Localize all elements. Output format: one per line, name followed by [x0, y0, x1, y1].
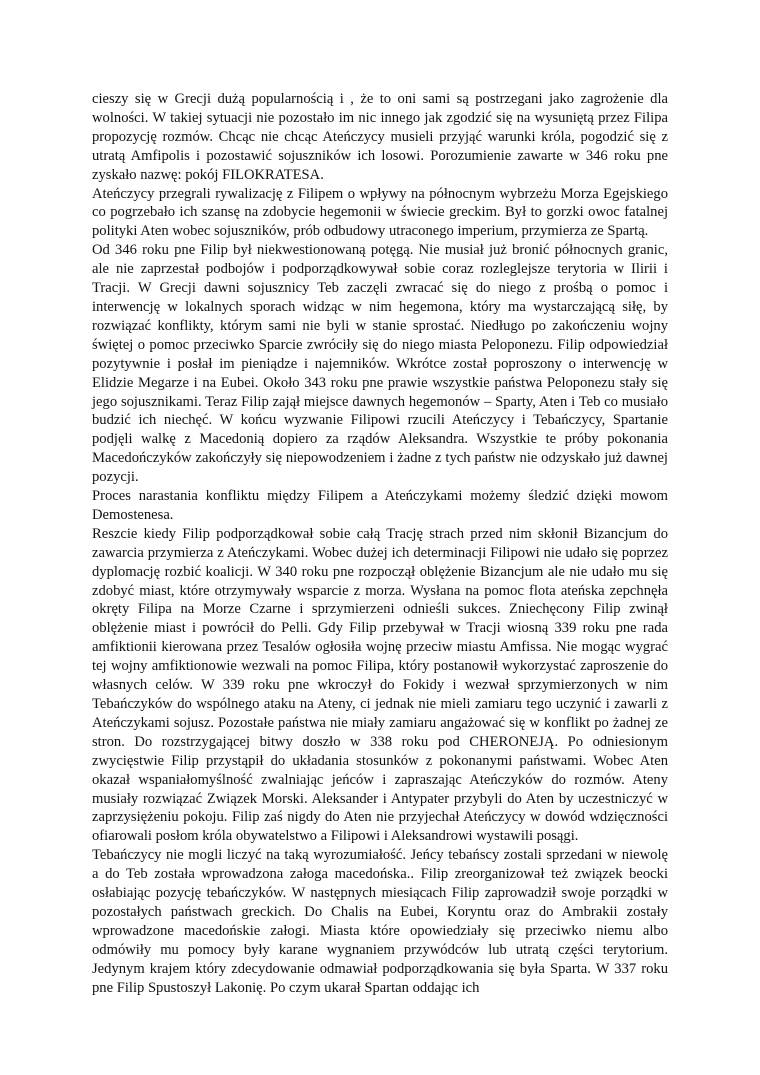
paragraph-philip-hegemony: Od 346 roku pne Filip był niekwestionowaną potęgą. Nie musiał już bronić północnych granic, ale nie zaprzestał podbojów i podporządkowywał sobie coraz rozleglejsze terytoria w Ilirii i Tracji. W Grecji dawni sojusznicy Teb zaczęli zwracać się do niego z prośbą o pomoc i interwencję w lokalnych sporach widząc w nim hegemona, który ma wystarczającą siłę, by rozwiązać konflikty, którym sami nie byli w stanie sprostać. Niedługo po zakończeniu wojny świętej o pomoc przeciwko Sparcie zwróciły się do niego miasta Peloponezu. Filip odpowiedział pozytywnie i posłał im pieniądze i najemników. Wkrótce został poproszony o interwencję w Elidzie Megarze i na Eubei. Około 343 roku pne prawie wszystkie państwa Peloponezu stały się jego sojusznikami. Teraz Filip zajął miejsce dawnych hegemonów – Sparty, Aten i Teb co musiało budzić ich niechęć. W końcu wyzwanie Filipowi rzucili Ateńczycy i Tebańczycy, Spartanie podjęli walkę z Macedonią dopiero za rządów Aleksandra. Wszystkie te próby pokonania Macedończyków zakończyły się niepowodzeniem i żadne z tych państw nie odzyskało już dawnej pozycji. — [92, 242, 668, 486]
paragraph-thebans: Tebańczycy nie mogli liczyć na taką wyrozumiałość. Jeńcy tebańscy zostali sprzedani w niewolę a do Teb została wprowadzona załoga macedońska.. Filip zreorganizował też związek beocki osłabiając pozycję tebańczyków. W następnych miesiącach Filip zaprowadził swoje porządki w pozostałych państwach greckich. Do Chalis na Eubei, Koryntu oraz do Ambrakii zostały wprowadzone macedońskie załogi. Miasta które opowiedziały się przeciwko niemu albo odmówiły mu pomocy były karane wygnaniem przywódców lub utratą części terytorium. Jedynym krajem który zdecydowanie odmawiał podporządkowania się była Sparta. W 337 roku pne Filip Spustoszył Lakonię. Po czym ukarał Spartan oddając ich — [92, 847, 668, 996]
paragraph-athenian-defeat: Ateńczycy przegrali rywalizację z Filipem o wpływy na północnym wybrzeżu Morza Egejskiego co pogrzebało ich szansę na zdobycie hegemonii w świecie greckim. Był to gorzki owoc fatalnej polityki Aten wobec sojuszników, prób odbudowy utraconego imperium, przymierza ze Spartą. — [92, 185, 668, 240]
paragraph-demosthenes: Proces narastania konfliktu między Filipem a Ateńczykami możemy śledzić dzięki mowom Demostenesa. — [92, 488, 668, 523]
paragraph-chaeronea: Reszcie kiedy Filip podporządkował sobie całą Trację strach przed nim skłonił Bizancjum do zawarcia przymierza z Ateńczykami. Wobec dużej ich determinacji Filipowi nie udało się poprzez dyplomację rozbić koalicji. W 340 roku pne rozpoczął oblężenie Bizancjum ale nie udało mu się zdobyć miast, które otrzymywały wsparcie z morza. Wysłana na pomoc flota ateńska zepchnęła okręty Filipa na Morze Czarne i sprzymierzeni odnieśli sukces. Zniechęcony Filip zwinął oblężenie miast i powrócił do Pelli. Gdy Filip przebywał w Tracji wiosną 339 roku pne rada amfiktionii kierowana przez Tesalów ogłosiła wojnę przeciw miastu Amfissa. Nie mogąc wygrać tej wojny amfiktionowie wezwali na pomoc Filipa, który postanowił wykorzystać zaproszenie do własnych celów. W 339 roku pne wkroczył do Fokidy i wezwał sprzymierzonych w nim Tebańczyków do wspólnego ataku na Ateny, ci jednak nie mieli zamiaru tego uczynić i zawarli z Ateńczykami sojusz. Pozostałe państwa nie miały zamiaru angażować się w konflikt po żadnej ze stron. Do rozstrzygającej bitwy doszło w 338 roku pod CHERONEJĄ. Po odniesionym zwycięstwie Filip przystąpił do układania stosunków z pokonanymi państwami. Wobec Aten okazał wspaniałomyślność zwalniając jeńców i zapraszając Ateńczyków do rozmów. Ateny musiały rozwiązać Związek Morski. Aleksander i Antypater przybyli do Aten by uczestniczyć w zaprzysiężeniu pokoju. Filip zaś nigdy do Aten nie przyjechał Ateńczycy w dowód wdzięczności ofiarowali posłom króla obywatelstwo a Filipowi i Aleksandrowi wystawili posągi. — [92, 525, 668, 845]
document-page — [92, 90, 668, 998]
paragraph-peace-of-philocrates: cieszy się w Grecji dużą popularnością i , że to oni sami są postrzegani jako zagrożenie dla wolności. W takiej sytuacji nie pozostało im nic innego jak zgodzić się na wysuniętą przez Filipa propozycję rozmów. Chcąc nie chcąc Ateńczycy musieli przyjąć warunki króla, pogodzić się z utratą Amfipolis i pozostawić sojuszników ich losowi. Porozumienie zawarte w 346 roku pne zyskało nazwę: pokój FILOKRATESA. — [92, 91, 668, 183]
